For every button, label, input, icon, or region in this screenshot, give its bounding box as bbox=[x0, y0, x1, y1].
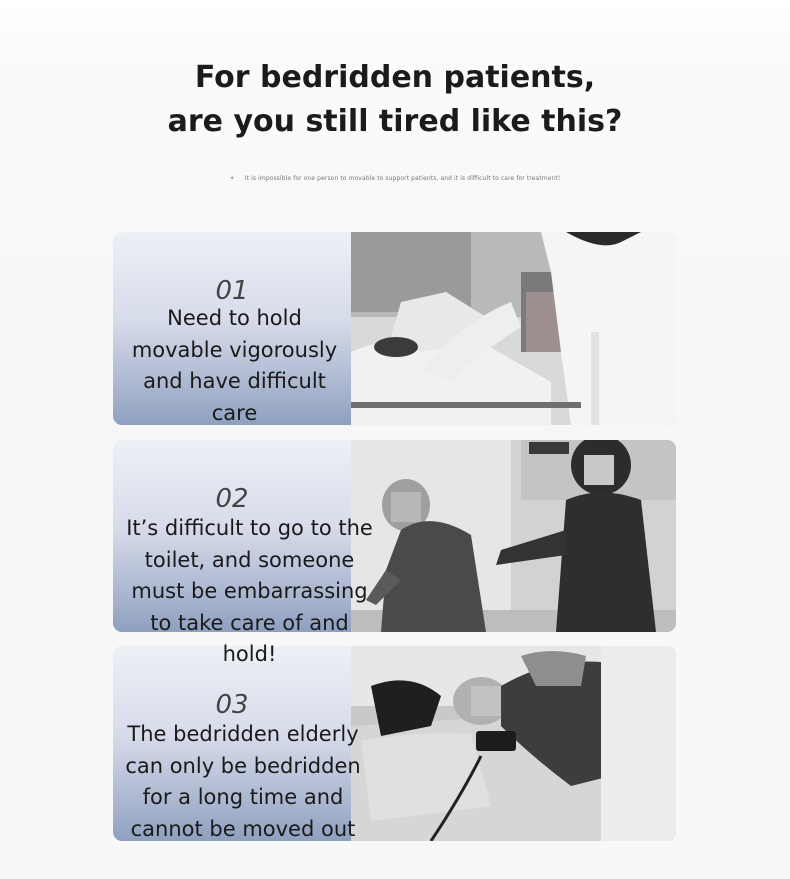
nurse-lifting-patient-photo bbox=[351, 232, 676, 425]
subtitle-text: It is impossible for one person to movable to support patients, and it is difficult to care for treatment! bbox=[244, 175, 561, 182]
description-line: care bbox=[211, 400, 258, 425]
item-description-1 bbox=[112, 303, 357, 429]
description-line: Need to hold bbox=[167, 306, 302, 330]
description-line: toilet, and someone bbox=[144, 547, 355, 572]
description-line: The bedridden elderly bbox=[127, 722, 359, 746]
item-number-1: 01 bbox=[215, 276, 249, 306]
item-number-2: 02 bbox=[215, 484, 249, 514]
description-line: and have difficult bbox=[143, 369, 326, 393]
description-line: must be embarrassing bbox=[131, 579, 368, 603]
description-line: to take care of and bbox=[150, 610, 349, 635]
title-line-1: For bedridden patients, bbox=[194, 60, 596, 95]
bedridden-elderly-photo bbox=[351, 646, 676, 841]
title-line-2: are you still tired like this? bbox=[167, 104, 623, 139]
item-number-3: 03 bbox=[215, 690, 249, 720]
description-line: hold! bbox=[222, 642, 277, 666]
description-line: can only be bedridden bbox=[125, 753, 361, 778]
description-line: for a long time and bbox=[142, 785, 344, 809]
elderly-assisted-walking-photo bbox=[351, 440, 676, 632]
item-description-3 bbox=[112, 719, 374, 845]
description-line: movable vigorously bbox=[131, 337, 338, 362]
item-description-2 bbox=[112, 513, 387, 671]
description-line: It’s difficult to go to the bbox=[126, 516, 373, 540]
subtitle-note bbox=[0, 175, 790, 182]
bullet-icon: ✦ bbox=[229, 175, 235, 182]
page-title bbox=[0, 56, 790, 144]
description-line: cannot be moved out bbox=[130, 816, 356, 841]
